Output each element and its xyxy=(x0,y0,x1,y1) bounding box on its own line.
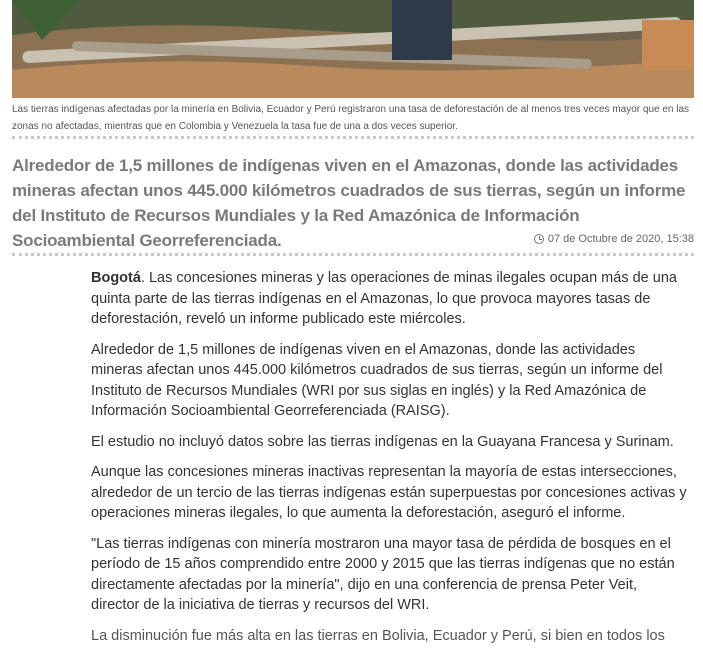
publish-date-text: 07 de Octubre de 2020, 15:38 xyxy=(547,233,694,245)
publish-date xyxy=(534,233,694,245)
paragraph: Aunque las concesiones mineras inactivas representan la mayoría de estas intersecciones, alrededor de un tercio de las tierras indígenas están superpuestas por concesiones activas y operaciones mineras ilegales, lo que aumenta la deforestación, aseguró el informe. xyxy=(91,464,687,521)
paragraph: Alrededor de 1,5 millones de indígenas viven en el Amazonas, donde las actividades mineras afectan unos 445.000 kilómetros cuadrados de sus tierras, según un informe del Instituto de Recursos Mundiales (WRI por sus siglas en inglés) y la Red Amazónica de Información Socioambiental Georreferenciada (RAISG). xyxy=(91,341,663,419)
dateline-place: Bogotá xyxy=(91,270,141,286)
photo-caption: Las tierras indígenas afectadas por la minería en Bolivia, Ecuador y Perú registraron una tasa de deforestación de al menos tres veces mayor que en las zonas no afectadas, mientras que en Colombia y Venezuela la tasa fue de una a dos veces superior. xyxy=(12,104,690,132)
article-lead: Alrededor de 1,5 millones de indígenas viven en el Amazonas, donde las actividades mineras afectan unos 445.000 kilómetros cuadrados de sus tierras, según un informe del Instituto de Recursos Mundiales y la Red Amazónica de Información Socioambiental Georreferenciada. xyxy=(12,156,686,250)
paragraph: "Las tierras indígenas con minería mostraron una mayor tasa de pérdida de bosques en el período de 15 años comprendido entre 2000 y 2015 que las tierras indígenas que no están directamente afectadas por la minería", dijo en una conferencia de prensa Peter Veit, director de la iniciativa de tierras y recursos del WRI. xyxy=(91,535,675,613)
divider xyxy=(12,253,694,256)
clock-icon xyxy=(534,234,544,244)
divider xyxy=(12,136,694,139)
article-photo xyxy=(12,0,694,98)
paragraph: El estudio no incluyó datos sobre las tierras indígenas en la Guayana Francesa y Surinam. xyxy=(91,433,674,450)
paragraph: La disminución fue más alta en las tierras en Bolivia, Ecuador y Perú, si bien en todos los xyxy=(91,627,665,644)
paragraph: Bogotá. Las concesiones mineras y las operaciones de minas ilegales ocupan más de una quinta parte de las tierras indígenas en el Amazonas, lo que provoca mayores tasas de deforestación, reveló un informe publicado este miércoles. xyxy=(91,270,677,327)
article-body xyxy=(91,268,689,656)
